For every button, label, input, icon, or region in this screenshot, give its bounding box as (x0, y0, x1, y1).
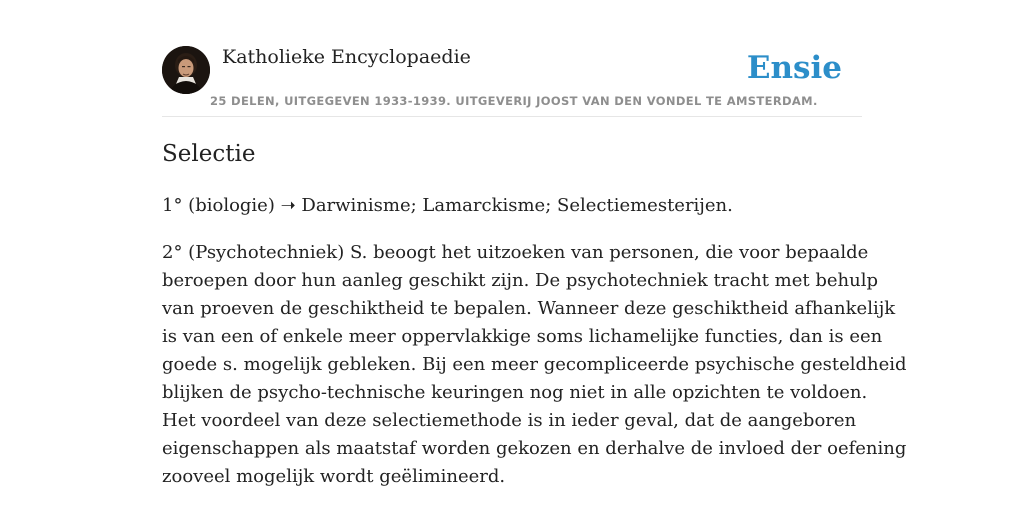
entry-content (162, 138, 907, 491)
brand-logo[interactable]: Ensie (746, 50, 842, 86)
paragraph-line: goede s. mogelijk gebleken. Bij een meer gecompliceerde psychische gesteldheid (162, 354, 907, 375)
entry-paragraph (162, 239, 907, 491)
site-header (162, 0, 862, 117)
paragraph-line: blijken de psycho-technische keuringen nog niet in alle opzichten te voldoen. (162, 382, 868, 403)
paragraph-line: is van een of enkele meer oppervlakkige soms lichamelijke functies, dan is een (162, 326, 883, 347)
portrait-avatar-icon[interactable] (162, 46, 210, 94)
entry-title: Selectie (162, 141, 256, 167)
paragraph-line: Het voordeel van deze selectiemethode is in ieder geval, dat de aangeboren (162, 410, 857, 431)
book-title[interactable]: Katholieke Encyclopaedie (222, 46, 471, 68)
paragraph-line: eigenschappen als maatstaf worden gekozen en derhalve de invloed der oefening (162, 438, 907, 459)
paragraph-line: zooveel mogelijk wordt geëlimineerd. (162, 466, 506, 487)
paragraph-line: beroepen door hun aanleg geschikt zijn. De psychotechniek tracht met behulp (162, 270, 879, 291)
paragraph-line: van proeven de geschiktheid te bepalen. Wanneer deze geschiktheid afhankelijk (162, 298, 896, 319)
entry-paragraph: 1° (biologie) ➝ Darwinisme; Lamarckisme; Selectiemesterijen. (162, 195, 733, 216)
book-subtitle: 25 DELEN, UITGEGEVEN 1933-1939. UITGEVERIJ JOOST VAN DEN VONDEL TE AMSTERDAM. (210, 94, 818, 108)
paragraph-line: 2° (Psychotechniek) S. beoogt het uitzoeken van personen, die voor bepaalde (162, 242, 869, 263)
